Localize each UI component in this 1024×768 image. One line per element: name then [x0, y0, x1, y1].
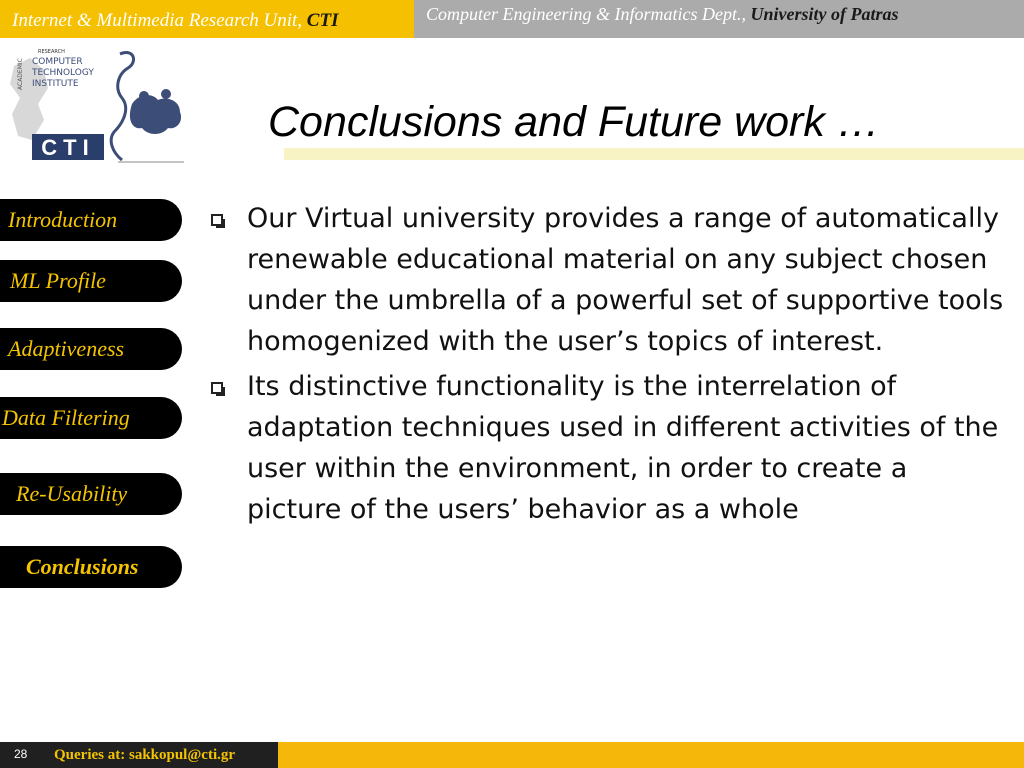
header-right-text	[426, 4, 898, 25]
nav-item-re-usability[interactable]	[0, 473, 182, 515]
footer-left-band	[0, 742, 278, 768]
nav-item-conclusions[interactable]	[0, 546, 182, 588]
logo-line1: COMPUTER	[32, 57, 83, 67]
header-left-text	[12, 10, 338, 32]
nav-item-label: Adaptiveness	[8, 336, 125, 361]
logo-figure-head-2	[161, 89, 171, 99]
nav-item-label: Re-Usability	[16, 481, 128, 506]
header-left-bold: CTI	[306, 10, 339, 31]
bullet-text: Our Virtual university provides a range of automatically renewable educational material on any subject chosen under the umbrella of a powerful set of supportive tools homogenized with the user’s topics of interest.	[247, 203, 1004, 357]
queries-contact[interactable]: Queries at: sakkopul@cti.gr	[54, 747, 236, 763]
header-right-bold: University of Patras	[750, 4, 899, 24]
nav-item-data-filtering[interactable]	[0, 397, 182, 439]
header-right-prefix: Computer Engineering & Informatics Dept.,	[426, 4, 751, 24]
nav-item-label: Conclusions	[26, 554, 139, 579]
bullet-text: Its distinctive functionality is the interrelation of adaptation techniques used in different activities of the user within the environment, in order to create a picture of the users’ behavior as a whole	[247, 371, 999, 525]
nav-item-ml-profile[interactable]	[0, 260, 182, 302]
nav-item-adaptiveness[interactable]	[0, 328, 182, 370]
nav-item-introduction[interactable]	[0, 199, 182, 241]
page-title: Conclusions and Future work …	[268, 98, 880, 146]
square-bullet-icon	[211, 214, 223, 226]
header-left-band	[0, 0, 414, 38]
cti-logo	[8, 44, 188, 174]
header-left-prefix: Internet & Multimedia Research Unit,	[12, 10, 307, 31]
logo-side-text: ACADEMIC	[17, 58, 24, 90]
title-underline	[284, 148, 1024, 160]
footer-right-band	[278, 742, 1024, 768]
logo-line3: INSTITUTE	[32, 79, 79, 89]
bullet-item	[208, 198, 1008, 362]
logo-line2: TECHNOLOGY	[32, 68, 94, 78]
logo-swirl	[111, 53, 133, 160]
logo-figures	[130, 95, 181, 134]
nav-item-label: ML Profile	[10, 268, 106, 293]
square-bullet-icon	[211, 382, 223, 394]
bullet-list	[208, 198, 1008, 534]
header-right-band	[414, 0, 1024, 38]
logo-figure-head-1	[139, 91, 149, 101]
logo-small-text: RESEARCH	[38, 49, 65, 55]
nav-item-label: Data Filtering	[2, 405, 130, 430]
nav-item-label: Introduction	[8, 207, 118, 232]
logo-acronym: CTI	[41, 135, 95, 160]
bullet-item	[208, 366, 1008, 530]
page-number: 28	[14, 747, 28, 761]
